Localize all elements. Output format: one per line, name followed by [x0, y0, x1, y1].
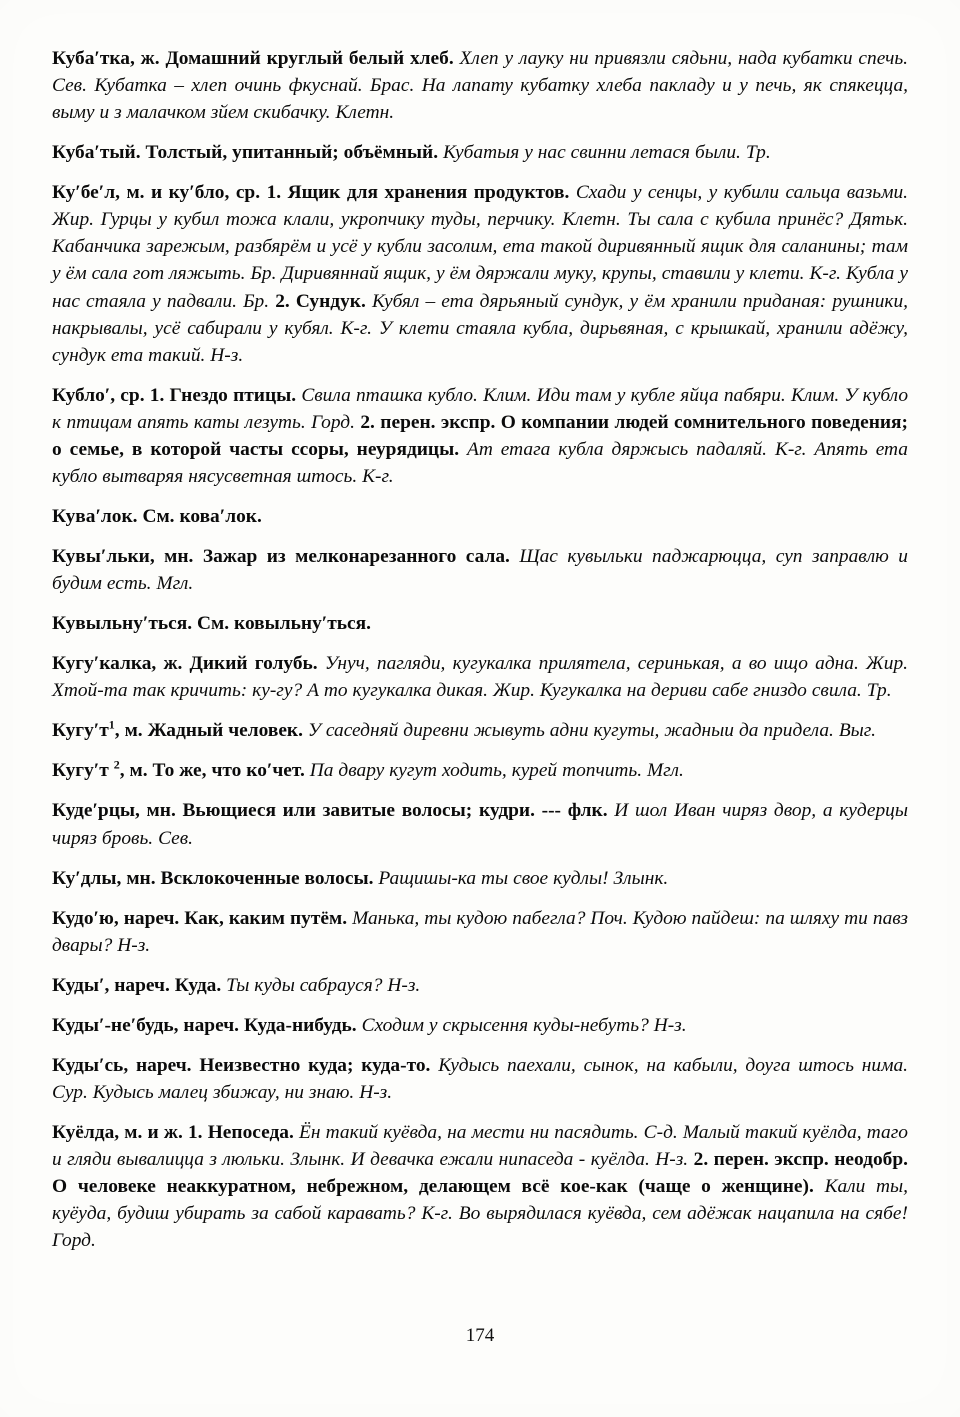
- entry-examples: И шол Иван чиряз двор, а кудерцы чиряз бровь. Сев.: [52, 800, 909, 849]
- sense-definition: О человеке неаккуратном, небрежном, делающем всё кое-как (чаще о женщине).: [52, 1176, 814, 1198]
- sense-definition: Гнездо птицы.: [169, 384, 297, 406]
- sense-number: 2. перен. экспр.: [360, 411, 496, 433]
- dictionary-entry: [52, 543, 908, 597]
- dictionary-entry: [52, 1119, 908, 1254]
- entry-definition: Домашний круглый белый хлеб.: [165, 48, 454, 69]
- sense-examples: Схади у сенцы, у кубили сальца вазьми. Жир. Гурцы у кубил тожа клали, укропчику туды, перчику. Клетн. Ты сала с кубила принёс? Дятьк. Кабанчика зарежым, разбярём и усё у кубли засолим, ета такой диривянный ящик для саланины; там у ём сала гот ляжыть. Бр. Диривяннай ящик, у ём дяржали муку, крупы, ставили у клети. К-г. Кубла у нас стаяла у падвали. Бр.: [52, 182, 909, 312]
- entry-headword: Кубло′, ср.: [52, 384, 145, 406]
- dictionary-entry: [52, 45, 908, 126]
- dictionary-entry: [52, 179, 908, 368]
- entry-headword: Куды′-не′будь, нареч.: [52, 1014, 239, 1036]
- dictionary-entry: [52, 382, 908, 490]
- entry-examples: Кубатыя у нас свинни летася были. Тр.: [443, 142, 771, 164]
- entry-examples: У саседняй диревни жывуть адни кугуты, жадныи да придела. Выг.: [307, 720, 876, 742]
- entry-examples: Унуч, пагляди, кугукалка прилятела, серинькая, а во ищо адна. Жир. Хтой-та так кричить: ку-гу? А то кугукалка дикая. Жир. Кугукалка на дериви сабе гниздо свила. Тр.: [52, 653, 909, 702]
- entry-definition: Толстый, упитанный; объёмный.: [145, 142, 439, 164]
- sense-number: 1.: [149, 384, 165, 406]
- entry-definition: Неизвестно куда; куда-то.: [199, 1054, 431, 1076]
- entry-examples: Па двару кугут ходить, курей топчить. Мгл.: [309, 760, 684, 782]
- entry-examples: Сходим у скрысення куды-небуть? Н-з.: [361, 1014, 687, 1036]
- sense-examples: Ат етага кубла дяржысь падаляй. К-г. Апять ета кубло вытваряя нясусветная штось. К-г.: [52, 438, 908, 487]
- sense-definition: Сундук.: [295, 290, 366, 312]
- entry-headword: Кудо′ю, нареч.: [52, 907, 180, 929]
- dictionary-entry: [52, 797, 908, 851]
- sense-number: 2.: [275, 290, 290, 312]
- dictionary-entry: [52, 905, 908, 959]
- sense-definition: Непоседа.: [207, 1122, 294, 1143]
- entry-examples: Кудысь паехали, сынок, на кабыли, доуга штось нима. Сур. Кудысь малец збижау, ни знаю. Н-з.: [52, 1054, 909, 1103]
- entry-examples: Хлеп у лауку ни привязли сядьни, нада кубатки спечь. Сев. Кубатка – хлеп очинь фкуснай. Брас. На лапату кубатку хлеба пакладу и у печь, як спякецца, выму и з малачком зйем скибачку. Клетн.: [52, 48, 908, 124]
- sense-examples: Свила пташка кубло. Клим. Иди там у кубле яйца пабяри. Клим. У кубло к птицам апять каты лезуть. Горд.: [52, 384, 909, 433]
- entry-headword: [52, 757, 148, 782]
- sense-examples: Кали ты, куёуда, будиш убирать за сабой каравать? К-г. Во вырядилася куёвда, сем адёжак нацапила на сябе! Горд.: [52, 1176, 909, 1252]
- homonym-index: 1: [108, 717, 115, 732]
- entry-definition: Как, каким путём.: [184, 907, 348, 929]
- dictionary-entry: [52, 972, 908, 999]
- page-number: 174: [465, 1325, 495, 1346]
- entry-examples: Ращишы-ка ты свое кудлы! Злынк.: [378, 867, 669, 889]
- dictionary-entry: [52, 650, 908, 704]
- headword-grammar: , м.: [119, 760, 148, 782]
- entry-examples: Манька, ты кудою пабегла? Поч. Кудою пайдеш: па шляху ти павз двары? Н-з.: [52, 907, 908, 956]
- homonym-index: 2: [113, 757, 120, 772]
- entry-definition: То же, что ко′чет.: [152, 760, 305, 782]
- entry-headword: Ку′бе′л, м. и ку′бло, ср.: [52, 182, 261, 204]
- entry-headword: Куды′сь, нареч.: [52, 1054, 192, 1076]
- sense-number: 1.: [187, 1122, 203, 1143]
- entries-column: [52, 45, 908, 1254]
- headword-text: Кугу′т: [52, 720, 109, 742]
- dictionary-entry: [52, 503, 908, 530]
- entry-headword: [52, 717, 143, 742]
- dictionary-entry: [52, 717, 908, 744]
- sense-examples: Ён такий куёвда, на мести ни пасядить. С-д. Малый такий куёлда, таго и гляди вывалицца з люльки. Злынк. И девачка ежали нипаседа - куёлда. Н-з.: [52, 1122, 908, 1171]
- entry-examples: Щас кувыльки паджарюцца, суп заправлю и будим есть. Мгл.: [52, 546, 908, 595]
- entry-definition: Зажар из мелконарезанного сала.: [202, 546, 510, 567]
- entry-definition: Куда-нибудь.: [243, 1014, 357, 1036]
- headword-text: Кугу′т: [52, 760, 109, 782]
- entry-headword: Кувыльну′ться.: [52, 613, 193, 635]
- entry-headword: Куды′, нареч.: [52, 974, 170, 996]
- entry-examples: Ты куды сабрауся? Н-з.: [226, 974, 421, 996]
- dictionary-entry: [52, 1012, 908, 1039]
- entry-definition: См. ковыльну′ться.: [197, 613, 371, 635]
- entry-headword: Куёлда, м. и ж.: [52, 1122, 183, 1143]
- dictionary-entry: [52, 139, 908, 166]
- entry-definition: Куда.: [174, 974, 222, 996]
- dictionary-entry: [52, 610, 908, 637]
- sense-definition: Ящик для хранения продуктов.: [287, 182, 570, 204]
- entry-headword: Куде′рцы, мн.: [52, 800, 176, 822]
- headword-grammar: , м.: [114, 720, 143, 742]
- dictionary-entry: [52, 1052, 908, 1106]
- dictionary-entry: [52, 865, 908, 892]
- sense-number: 1.: [266, 182, 282, 204]
- sense-examples: Кубял – ета дярьяный сундук, у ём хранили приданая: рушники, накрывалы, усё сабирали у кубял. К-г. У клети стаяла кубла, дирьвяная, с крышкай, хранили адёжу, сундук ета такий. Н-з.: [52, 290, 908, 366]
- sense-number: 2. перен. экспр. неодобр.: [693, 1149, 908, 1171]
- sense-definition: О компании людей сомнительного поведения; о семье, в которой часты ссоры, неурядицы.: [52, 411, 909, 460]
- entry-headword: Ку′длы, мн.: [52, 867, 156, 889]
- entry-definition: См. кова′лок.: [142, 505, 262, 527]
- entry-headword: Куба′тка, ж.: [52, 48, 160, 69]
- entry-definition: Всклокоченные волосы.: [160, 867, 374, 889]
- entry-headword: Кувы′льки, мн.: [52, 546, 194, 567]
- entry-definition: Вьющиеся или завитые волосы; кудри. --- флк.: [182, 800, 608, 822]
- dictionary-entry: [52, 757, 908, 784]
- entry-headword: Куба′тый.: [52, 142, 141, 164]
- entry-definition: Жадный человек.: [147, 720, 303, 742]
- entry-headword: Кува′лок.: [52, 505, 138, 527]
- entry-headword: Кугу′калка, ж.: [52, 653, 183, 675]
- entry-definition: Дикий голубь.: [189, 653, 318, 675]
